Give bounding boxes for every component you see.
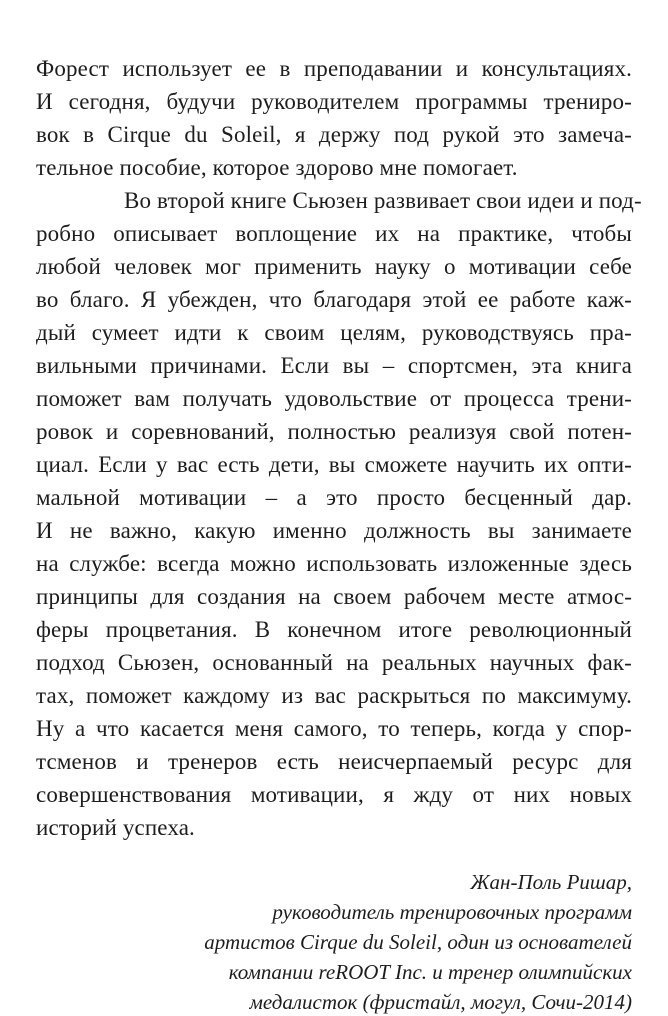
body-line-10: вильными причинами. Если вы – спортсмен, эта книга [36,353,632,378]
body-line-18: феры процветания. В конечном итоге революционный [36,617,632,642]
signature-line-2: руководитель тренировочных программ [272,900,632,924]
body-line-22: тсменов и тренеров есть неисчерпаемый ресурс для [36,749,632,774]
body-line-19: подход Сьюзен, основанный на реальных научных фак- [36,650,632,675]
body-line-12: ровок и соревнований, полностью реализуя свой потен- [36,419,632,444]
signature-line-3: артистов Cirque du Soleil, один из основателей [204,930,632,954]
body-line-13: циал. Если у вас есть дети, вы сможете научить их опти- [36,452,632,477]
body-line-21: Ну а что касается меня самого, то теперь, когда у спор- [36,716,632,741]
body-line-5: Во второй книге Сьюзен развивает свои идеи и под- [124,188,642,213]
signature-line-5: медалисток (фристайл, могул, Сочи-2014) [249,990,632,1014]
body-line-23: совершенствования мотивации, я жду от них новых [36,782,632,807]
signature-name: Жан-Поль Ришар, [470,870,632,894]
body-line-16: на службе: всегда можно использовать изложенные здесь [36,551,632,576]
body-line-2: И сегодня, будучи руководителем программы трениро- [36,89,632,114]
body-line-17: принципы для создания на своем рабочем месте атмос- [36,584,632,609]
signature-line-4: компании reROOT Inc. и тренер олимпийских [228,960,632,984]
body-line-6: робно описывает воплощение их на практике, чтобы [36,221,632,246]
body-line-14: мальной мотивации – а это просто бесценный дар. [36,485,632,510]
body-line-4: тельное пособие, которое здорово мне помогает. [36,155,518,180]
body-line-11: поможет вам получать удовольствие от процесса трени- [36,386,632,411]
body-line-15: И не важно, какую именно должность вы занимаете [36,518,632,543]
body-line-20: тах, поможет каждому из вас раскрыться по максимуму. [36,683,632,708]
body-line-9: дый сумеет идти к своим целям, руководствуясь пра- [36,320,632,345]
body-line-7: любой человек мог применить науку о мотивации себе [36,254,632,279]
body-line-24: историй успеха. [36,815,195,840]
body-line-8: во благо. Я убежден, что благодаря этой ее работе каж- [36,287,632,312]
body-line-1: Форест использует ее в преподавании и консультациях. [36,56,632,81]
body-line-3: вок в Cirque du Soleil, я держу под рукой это замеча- [36,122,632,147]
